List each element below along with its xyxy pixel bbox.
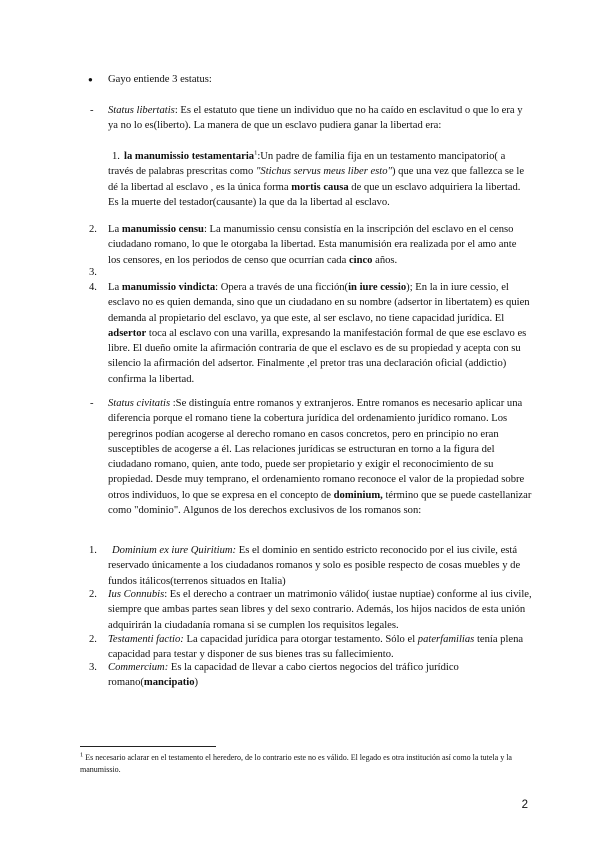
- term-italic: Commercium:: [108, 662, 169, 673]
- section-text: :Se distinguía entre romanos y extranjeros. Entre romanos es necesario aplicar una diferencia porque el romano tiene la cobertura jurídica del ordenamiento jurídico romano. Los peregrinos podían acogerse al derecho romano en casos concretos, pero en principio no eran susceptibles de acogerse a él. Las relaciones jurídicas se estructuran en torno a la figura del ciudadano romano, quien, ante todo, puede ser propietario y exigir el reconocimiento de su propiedad. Desde muy temprano, el ordenamiento romano reconoce el valor de la propiedad sobre otros individuos, lo que se expresa en el concepto de: [108, 398, 525, 501]
- bullet-icon: ●: [88, 75, 93, 84]
- item-number: 3.: [89, 662, 97, 673]
- item-number: 1.: [112, 151, 120, 162]
- item-text: Es el dominio en sentido estricto reconocido por el ius civile, está reservado únicamente a los ciudadanos romanos y solo es posible respecto de cosas muebles y de fundos itálicos(terrenos situados en Italia): [108, 545, 521, 587]
- item-text: ) que una vez que fallezca se le dé la libertad al esclavo , es la única forma: [108, 166, 525, 193]
- item-paragraph: [108, 660, 532, 691]
- item-text: ); En la in iure cessio, el esclavo no es quien demanda, sino que un ciudadano en su nombre (adsertor in libertatem) es quien demanda al propietario del esclavo, ya que este, al ser esclavo, no tiene capacidad jurídica. El: [108, 282, 530, 324]
- section-label: Status civitatis: [108, 398, 171, 409]
- item-text: La: [108, 224, 122, 235]
- item-number: 3.: [89, 267, 97, 278]
- item-number: 4.: [89, 282, 97, 293]
- list-item: [0, 632, 600, 663]
- item-text: : Es el derecho a contraer un matrimonio válido( iustae nuptiae) conforme al ius civile, siempre que ambas partes sean libres y del sexo contrario. Además, los hijos nacidos de esta unión adquirirán la ciudadanía romana si se cumplen los requisitos legales.: [108, 589, 532, 631]
- item-text: La capacidad jurídica para otorgar testamento. Sólo el: [183, 634, 418, 645]
- item-paragraph: [108, 543, 532, 589]
- section-status-civitatis: [0, 396, 600, 518]
- section-paragraph: [108, 396, 532, 518]
- section-label: Status libertatis: [108, 105, 175, 116]
- list-item: [0, 543, 600, 589]
- item-text: :Un padre de familia fija en un testamento mancipatorio( a través de palabras prescritas como: [108, 151, 506, 178]
- term-italic: Dominium ex iure Quiritium:: [112, 545, 237, 556]
- footnote-ref: 1: [254, 149, 258, 157]
- term-bold: adsertor: [108, 327, 147, 339]
- item-text: Es la capacidad de llevar a cabo ciertos negocios del tráfico jurídico romano(: [108, 662, 459, 689]
- list-item: [0, 587, 600, 633]
- item-number: 2.: [89, 589, 97, 600]
- term-italic: paterfamilias: [417, 634, 475, 645]
- term-bold: la manumissio testamentaria: [124, 151, 255, 162]
- term-bold: mortis causa: [291, 181, 349, 193]
- dash-marker: -: [90, 398, 94, 409]
- item-paragraph: [108, 632, 532, 663]
- term-bold: cinco: [348, 254, 373, 266]
- item-text: La: [108, 282, 122, 293]
- term-bold: manumissio censu: [121, 224, 204, 235]
- section-text: término que se puede castellanizar como "dominio". Algunos de los derechos exclusivos de los romanos son:: [108, 489, 532, 517]
- list-item: [0, 660, 600, 691]
- intro-line: [0, 72, 600, 87]
- item-paragraph: [108, 149, 532, 210]
- quote-italic: "Stichus servus meus liber esto": [255, 166, 392, 178]
- item-paragraph: [108, 587, 532, 633]
- dash-marker: -: [90, 105, 94, 116]
- item-paragraph: [108, 280, 532, 387]
- footnote-divider: [80, 746, 216, 747]
- item-text: de que un esclavo adquiriera la libertad. Es la muerte del testador(causante) la que da la libertad al esclavo.: [108, 181, 521, 208]
- term-bold: dominium,: [333, 489, 383, 501]
- footnote: [80, 752, 532, 776]
- section-status-libertatis: [0, 103, 600, 134]
- list-item: [0, 149, 600, 210]
- section-text: : Es el estatuto que tiene un individuo que no ha caído en esclavitud o que lo era y ya no lo es(liberto). La manera de que un esclavo pudiera ganar la libertad era:: [108, 105, 523, 132]
- item-number: 1.: [89, 545, 97, 556]
- item-text: : La manumissio censu consistía en la inscripción del esclavo en el censo ciudadano romano, lo que le otorgaba la libertad. Esta manumisión era realizada por el amo ante los censores, en los periodos de censo que ocurrían cada: [108, 224, 517, 266]
- list-item: [0, 222, 600, 268]
- item-text: toca al esclavo con una varilla, expresando la manifestación formal de que ese esclavo es libre. El dueño omite la afirmación contraria de que el esclavo es de su propiedad y acepta con su silencio la afirmación del adsertor. Finalmente ,el pretor tras una declaración oficial (addictio) confirma la libertad.: [108, 327, 527, 385]
- term-bold: manumissio vindicta: [121, 282, 216, 293]
- footnote-text: Es necesario aclarar en el testamento el heredero, de lo contrario este no es válido. El legado es otra institución así como la tutela y la manumissio.: [80, 753, 512, 774]
- item-number: 2.: [89, 634, 97, 645]
- term-italic: Ius Connubis: [108, 589, 165, 600]
- item-number: 2.: [89, 224, 97, 235]
- item-paragraph: [108, 222, 530, 268]
- term-italic: Testamenti factio:: [108, 634, 184, 645]
- item-text: tenía plena capacidad para testar y disponer de sus bienes tras su fallecimiento.: [108, 634, 524, 661]
- page-number: 2: [521, 799, 528, 811]
- intro-text: Gayo entiende 3 estatus:: [108, 74, 212, 85]
- list-item: [0, 280, 600, 387]
- term-bold: in iure cessio: [348, 282, 407, 293]
- term-bold: mancipatio: [143, 677, 195, 689]
- footnote-ref: 1: [80, 751, 84, 759]
- item-text: ): [194, 677, 199, 689]
- item-text: años.: [372, 254, 398, 266]
- item-text: : Opera a través de una ficción(: [215, 282, 349, 293]
- section-paragraph: [108, 103, 528, 134]
